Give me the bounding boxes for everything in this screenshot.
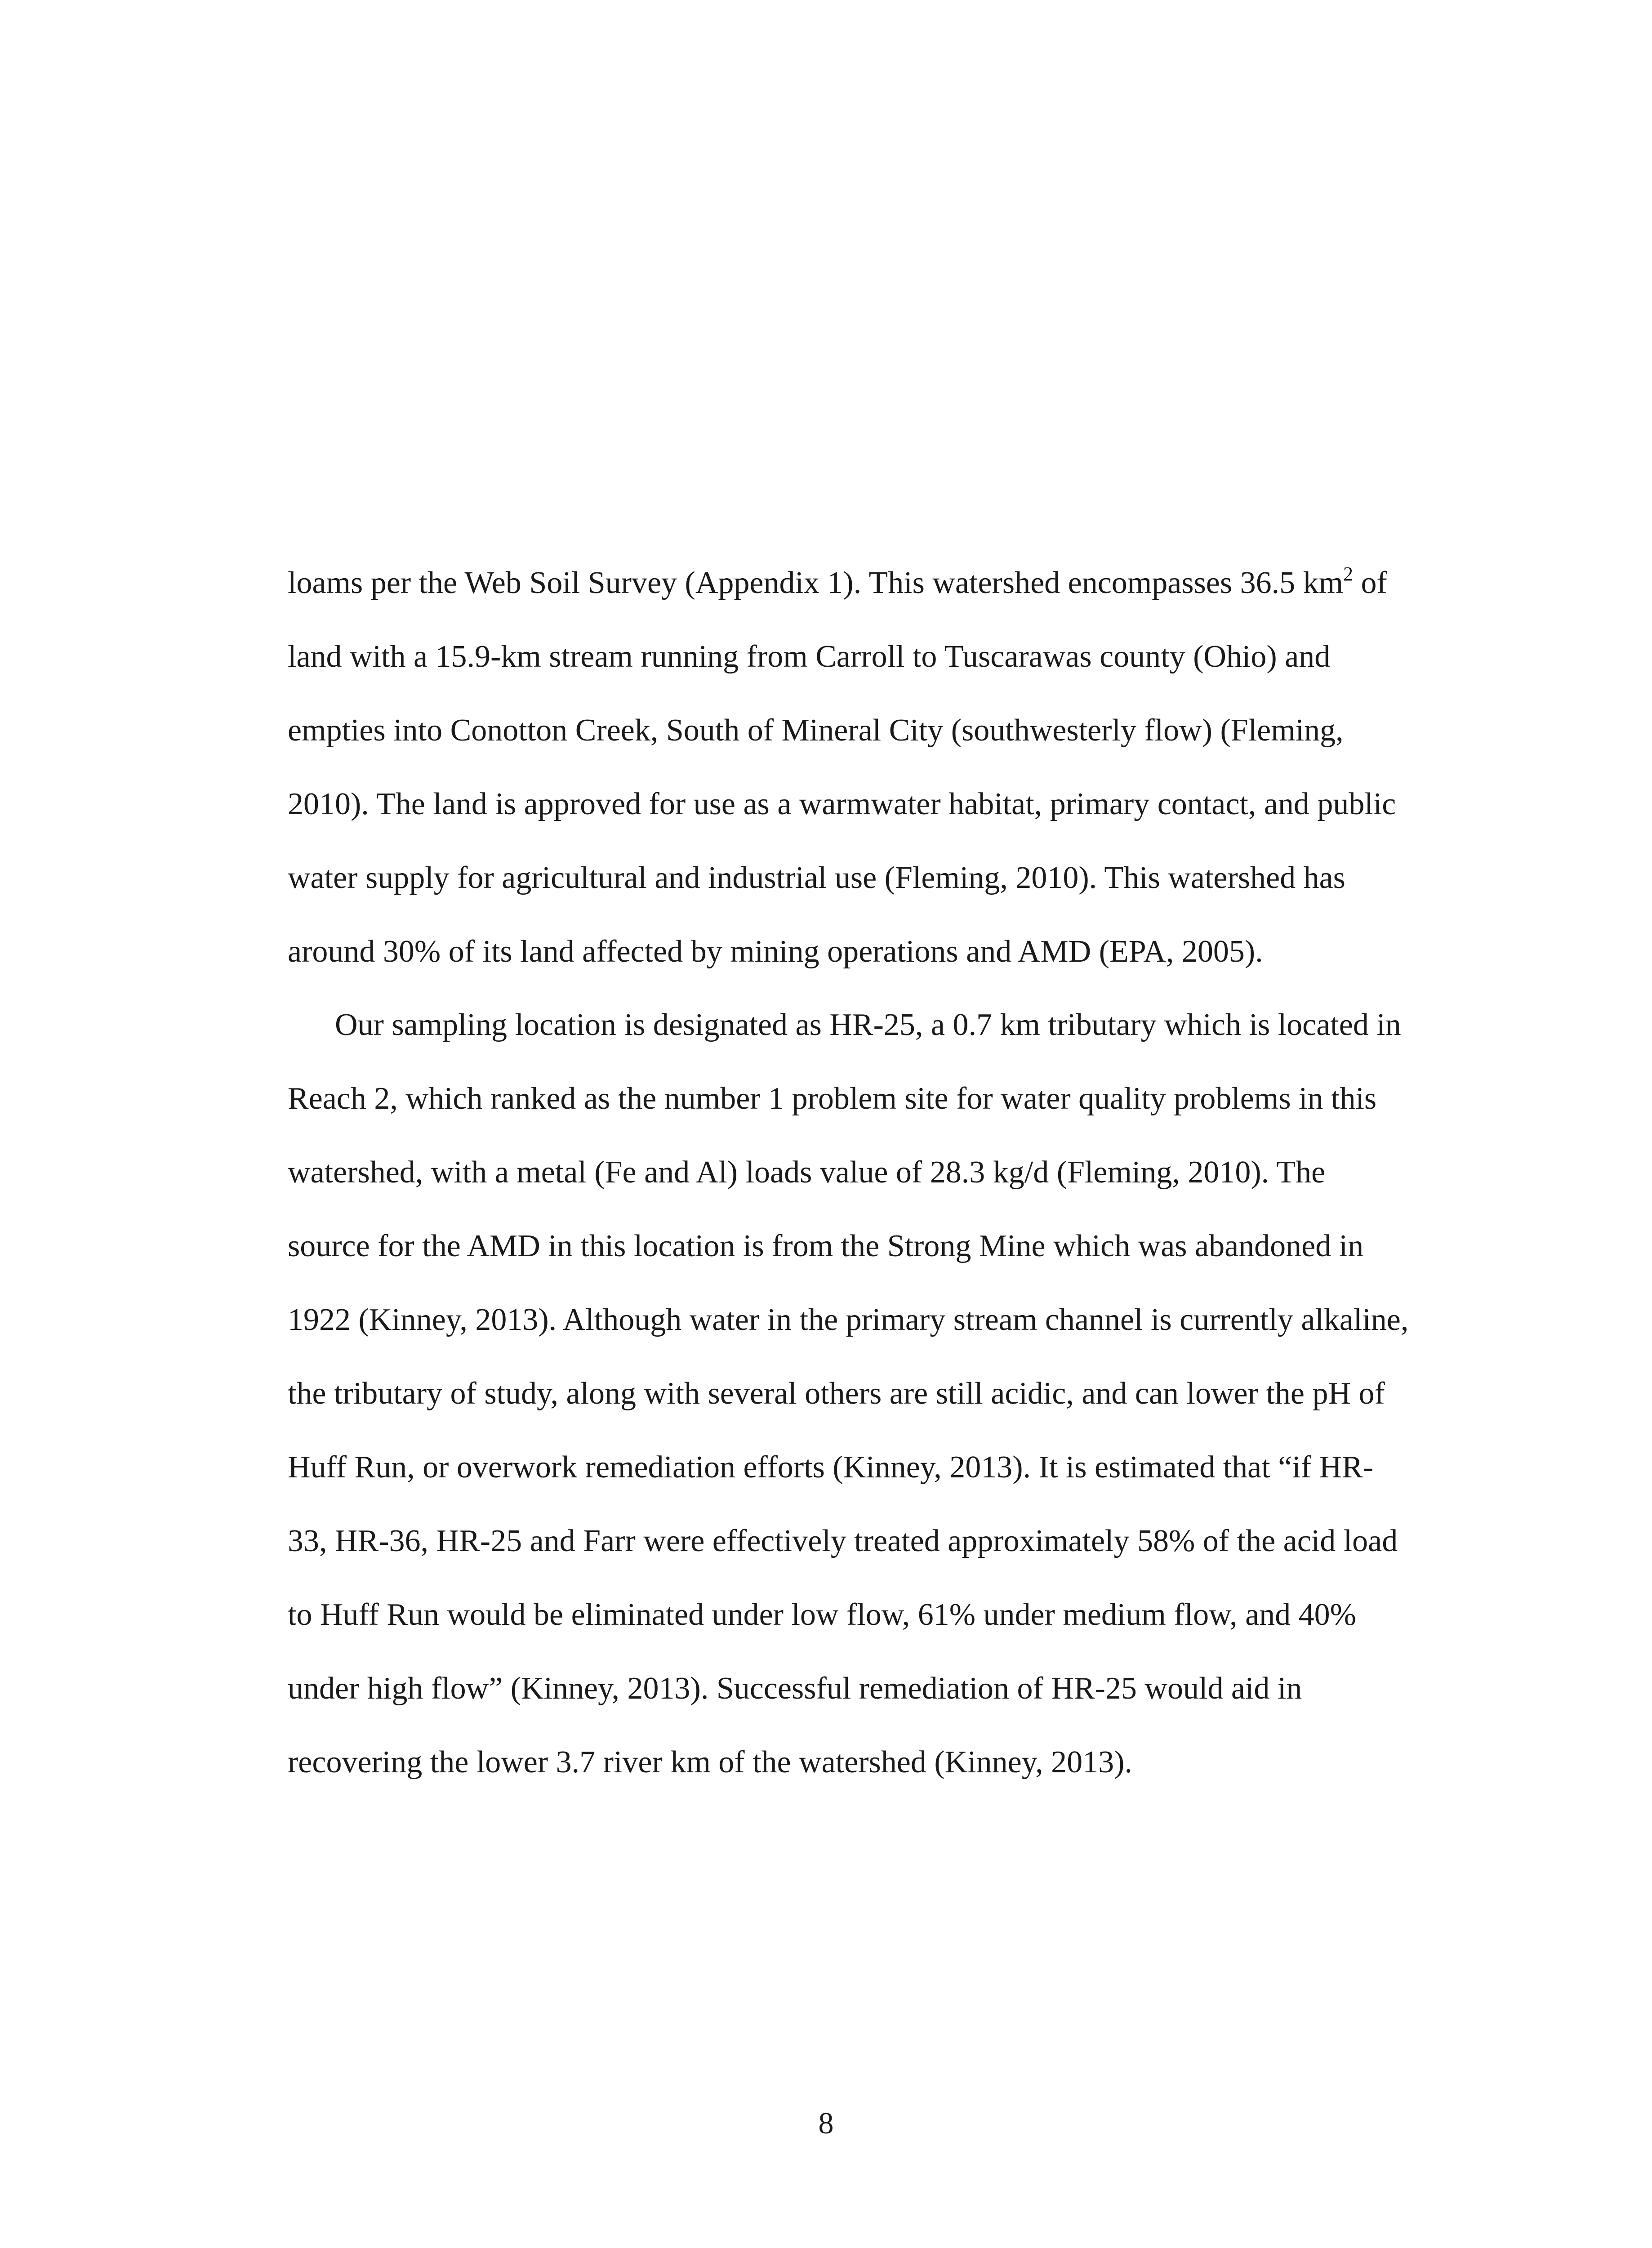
text-line-10: source for the AMD in this location is from the Strong Mine which was abandoned in	[288, 1229, 1364, 1263]
text-line-9: watershed, with a metal (Fe and Al) loads value of 28.3 kg/d (Fleming, 2010). The	[288, 1155, 1326, 1190]
text-line-15: to Huff Run would be eliminated under low flow, 61% under medium flow, and 40%	[288, 1597, 1356, 1632]
text-line-14: 33, HR-36, HR-25 and Farr were effectively treated approximately 58% of the acid load	[288, 1524, 1398, 1558]
paragraph-2-first-line: Our sampling location is designated as HR-25, a 0.7 km tributary which is located in	[335, 1008, 1401, 1042]
text-line-1-main: loams per the Web Soil Survey (Appendix 1). This watershed encompasses 36.5 km	[288, 566, 1344, 600]
text-line-8: Reach 2, which ranked as the number 1 problem site for water quality problems in this	[288, 1081, 1377, 1116]
text-line-16: under high flow” (Kinney, 2013). Successful remediation of HR-25 would aid in	[288, 1671, 1302, 1706]
superscript-squared: 2	[1343, 563, 1354, 585]
text-line-3: empties into Conotton Creek, South of Mineral City (southwesterly flow) (Fleming,	[288, 713, 1344, 748]
text-line-2: land with a 15.9-km stream running from Carroll to Tuscarawas county (Ohio) and	[288, 639, 1331, 674]
text-line-1-tail: of	[1353, 566, 1387, 600]
text-line-4: 2010). The land is approved for use as a warmwater habitat, primary contact, and public	[288, 787, 1396, 821]
text-line-17: recovering the lower 3.7 river km of the watershed (Kinney, 2013).	[288, 1745, 1132, 1780]
text-line-11: 1922 (Kinney, 2013). Although water in the primary stream channel is currently alkaline,	[288, 1302, 1409, 1337]
page-number: 8	[818, 2106, 834, 2140]
text-line-1	[288, 563, 1387, 600]
text-line-6: around 30% of its land affected by mining operations and AMD (EPA, 2005).	[288, 934, 1263, 969]
text-line-12: the tributary of study, along with several others are still acidic, and can lower the pH of	[288, 1376, 1385, 1411]
text-line-5: water supply for agricultural and industrial use (Fleming, 2010). This watershed has	[288, 861, 1345, 895]
text-line-13: Huff Run, or overwork remediation efforts (Kinney, 2013). It is estimated that “if HR-	[288, 1450, 1374, 1485]
